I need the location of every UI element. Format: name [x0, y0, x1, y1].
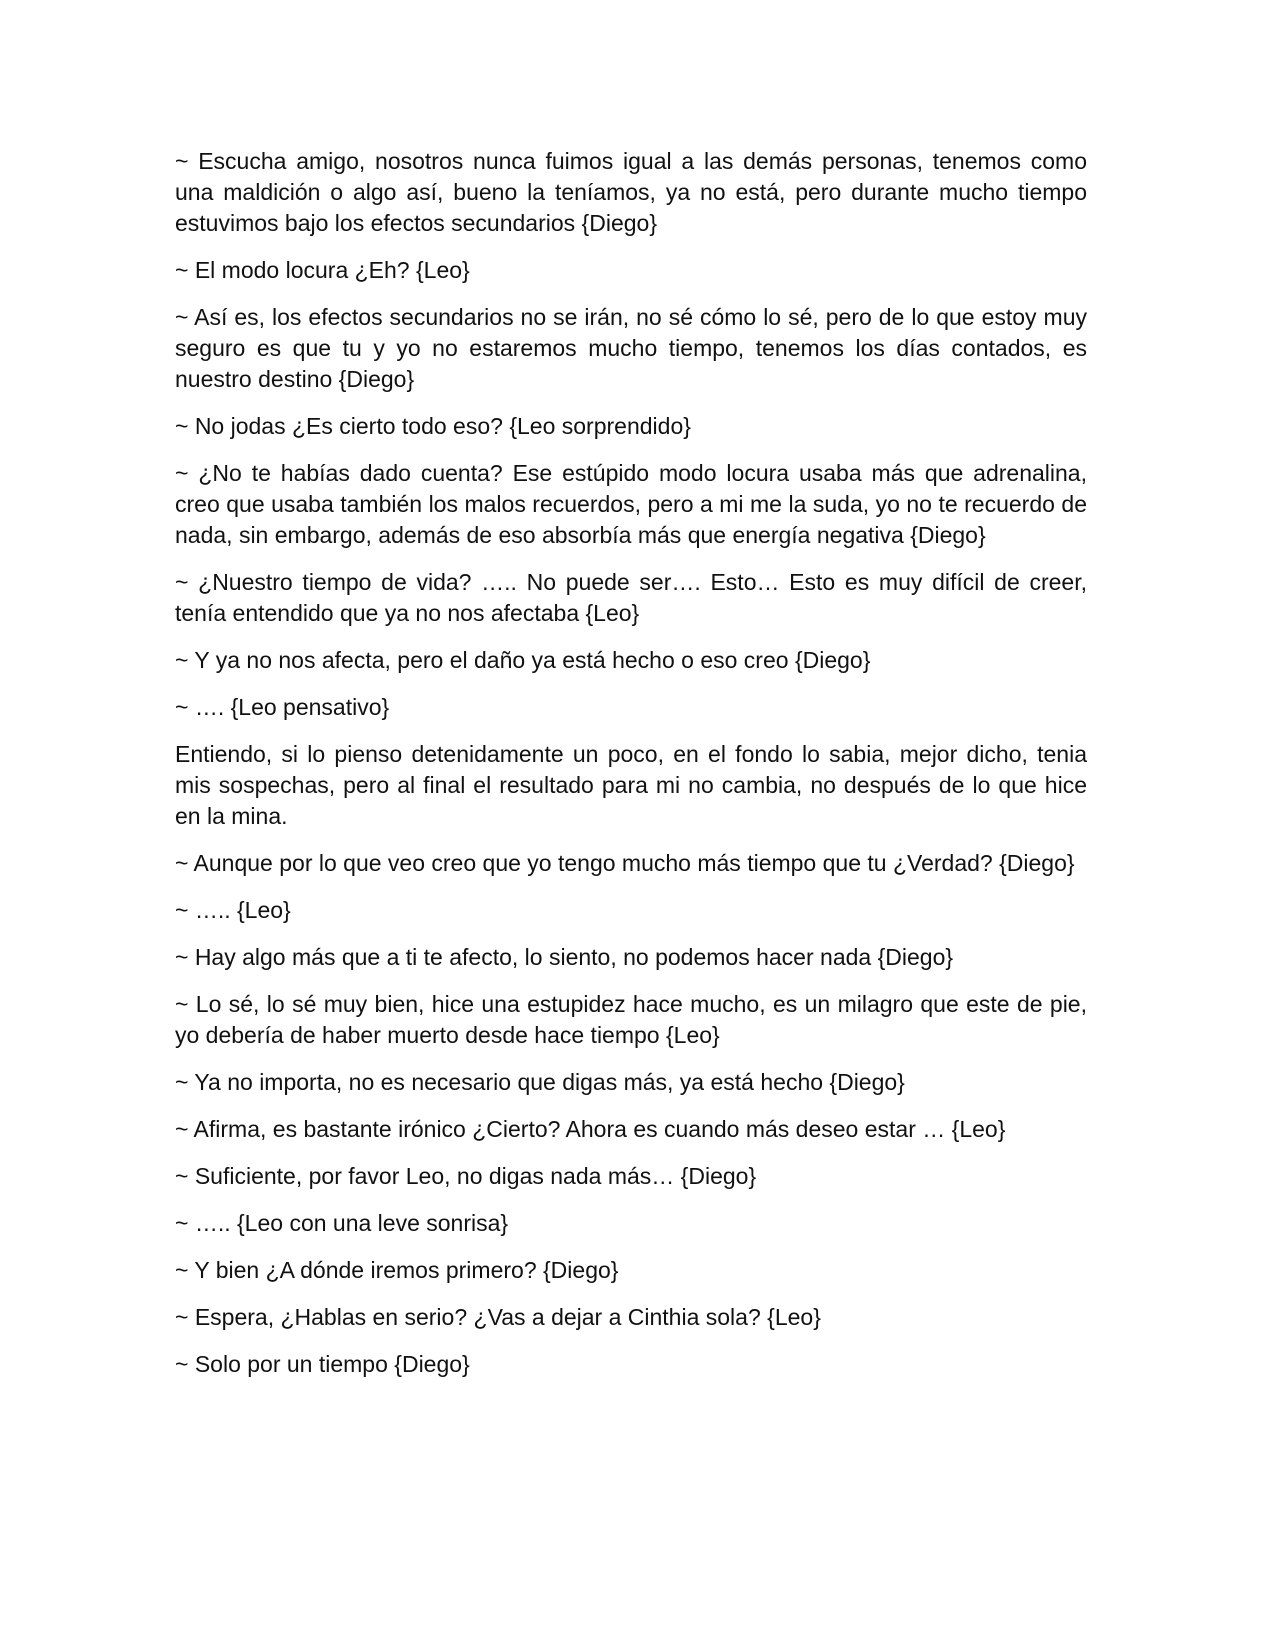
- paragraph: ~ ¿Nuestro tiempo de vida? ….. No puede ser…. Esto… Esto es muy difícil de creer, tenía entendido que ya no nos afectaba {Leo}: [175, 569, 1087, 626]
- paragraph: ~ Suficiente, por favor Leo, no digas nada más… {Diego}: [175, 1163, 757, 1189]
- paragraph: ~ Hay algo más que a ti te afecto, lo siento, no podemos hacer nada {Diego}: [175, 944, 954, 970]
- paragraph: ~ Escucha amigo, nosotros nunca fuimos igual a las demás personas, tenemos como una maldición o algo así, bueno la teníamos, ya no está, pero durante mucho tiempo estuvimos bajo los efectos secundarios {Diego}: [175, 148, 1087, 236]
- paragraph: Entiendo, si lo pienso detenidamente un poco, en el fondo lo sabia, mejor dicho, tenia mis sospechas, pero al final el resultado para mi no cambia, no después de lo que hice en la mina.: [175, 741, 1087, 829]
- paragraph: ~ Espera, ¿Hablas en serio? ¿Vas a dejar a Cinthia sola? {Leo}: [175, 1304, 821, 1330]
- paragraph: ~ Así es, los efectos secundarios no se irán, no sé cómo lo sé, pero de lo que estoy muy seguro es que tu y yo no estaremos mucho tiempo, tenemos los días contados, es nuestro destino {Diego}: [175, 304, 1087, 392]
- paragraph: ~ Afirma, es bastante irónico ¿Cierto? Ahora es cuando más deseo estar … {Leo}: [175, 1116, 1006, 1142]
- paragraph: ~ Ya no importa, no es necesario que digas más, ya está hecho {Diego}: [175, 1069, 905, 1095]
- paragraph: ~ ….. {Leo con una leve sonrisa}: [175, 1210, 509, 1236]
- paragraph: ~ Y bien ¿A dónde iremos primero? {Diego}: [175, 1257, 619, 1283]
- paragraph: ~ Y ya no nos afecta, pero el daño ya está hecho o eso creo {Diego}: [175, 647, 871, 673]
- paragraph: ~ ….. {Leo}: [175, 897, 291, 923]
- paragraph: ~ El modo locura ¿Eh? {Leo}: [175, 257, 470, 283]
- paragraph: ~ No jodas ¿Es cierto todo eso? {Leo sorprendido}: [175, 413, 691, 439]
- paragraph: ~ Solo por un tiempo {Diego}: [175, 1351, 470, 1377]
- paragraph: ~ Lo sé, lo sé muy bien, hice una estupidez hace mucho, es un milagro que este de pie, yo debería de haber muerto desde hace tiempo {Leo}: [175, 991, 1087, 1048]
- dialogue-text: [175, 146, 1087, 1396]
- paragraph: ~ ¿No te habías dado cuenta? Ese estúpido modo locura usaba más que adrenalina, creo que usaba también los malos recuerdos, pero a mi me la suda, yo no te recuerdo de nada, sin embargo, además de eso absorbía más que energía negativa {Diego}: [175, 460, 1087, 548]
- paragraph: ~ Aunque por lo que veo creo que yo tengo mucho más tiempo que tu ¿Verdad? {Diego}: [175, 850, 1075, 876]
- paragraph: ~ …. {Leo pensativo}: [175, 694, 390, 720]
